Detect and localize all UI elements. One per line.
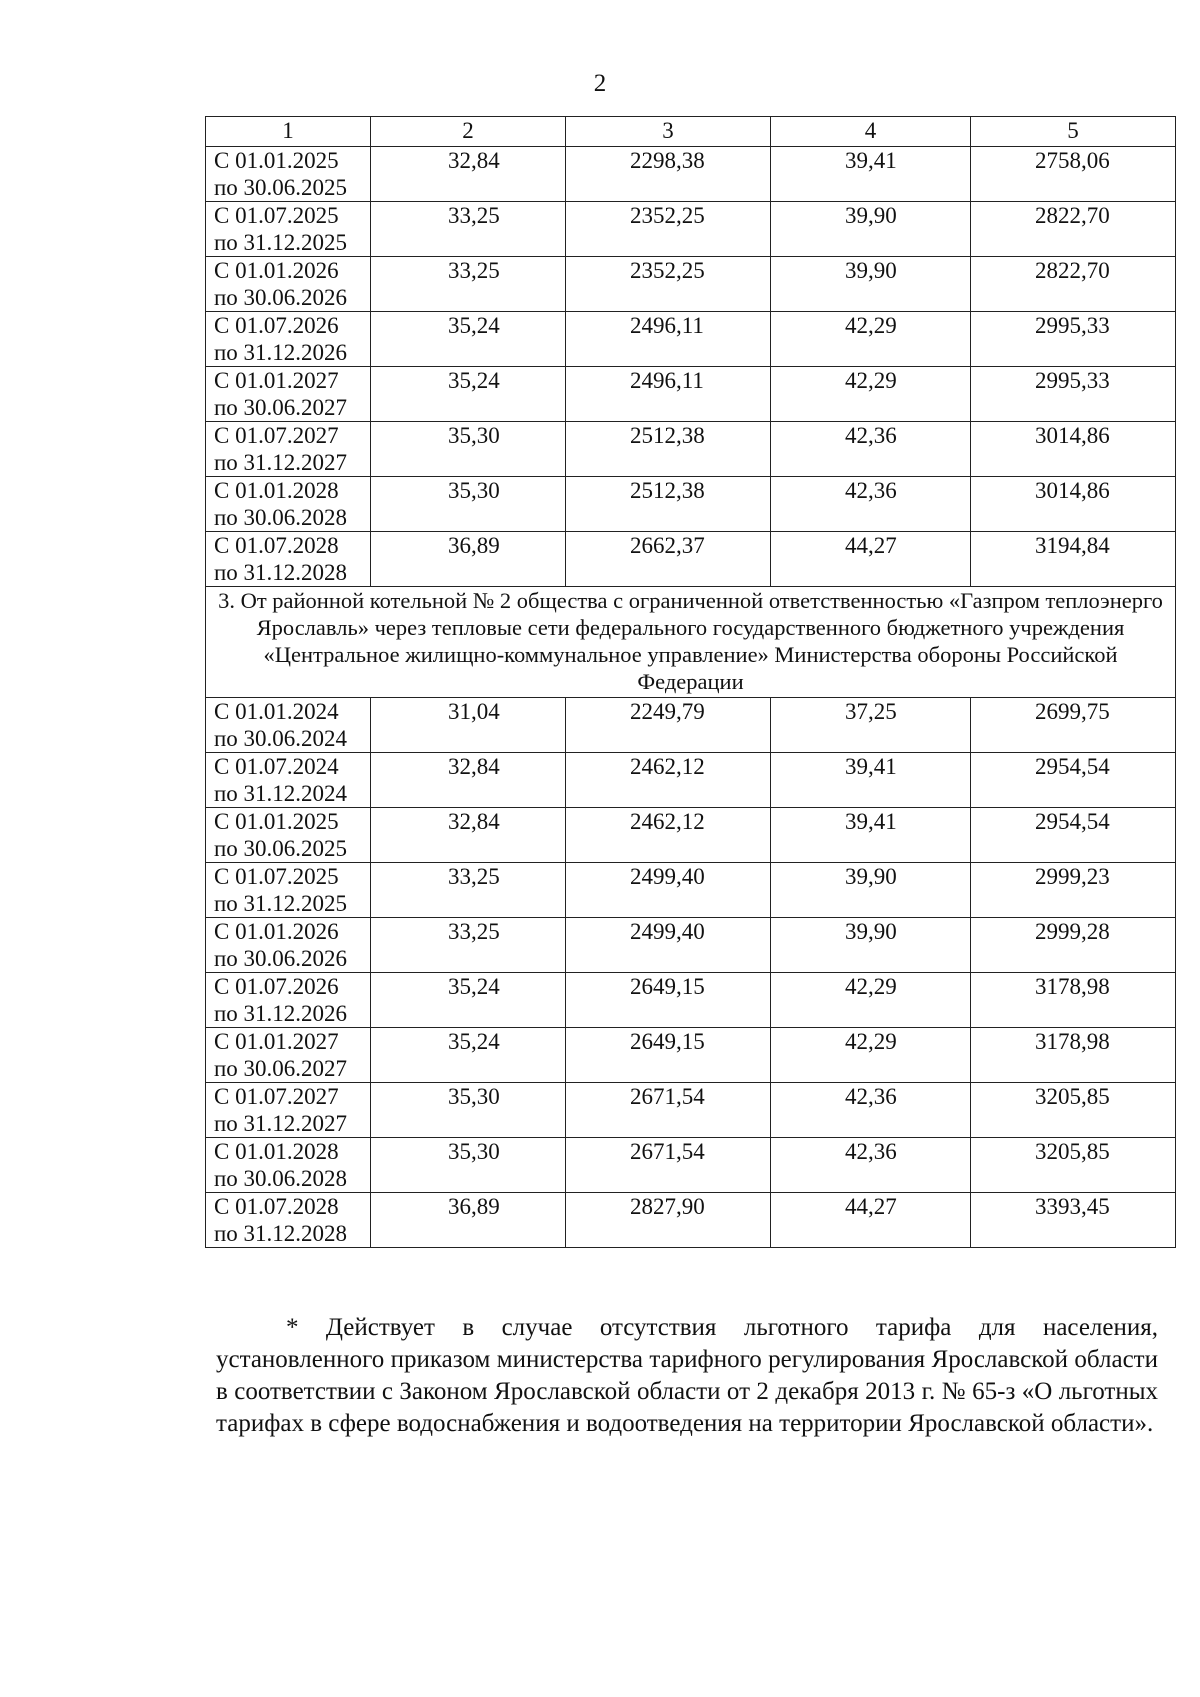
value-cell-c3 [566, 863, 771, 918]
table-row [206, 422, 1176, 477]
footnote: * Действует в случае отсутствия льготного тарифа для населения, установленного приказом министерства тарифного регулирования Ярославской области в соответствии с Законом Ярославской области от 2 декабря 2013 г. № 65-з «О льготных тарифах в сфере водоснабжения и водоотведения на территории Ярославской области». [216, 1314, 1158, 1437]
cell-value: 2954,54 [1035, 809, 1110, 834]
value-cell-c5 [971, 202, 1176, 257]
value-cell-c2 [371, 1138, 566, 1193]
value-cell-c5 [971, 863, 1176, 918]
value-cell-c4 [771, 202, 971, 257]
period-from: С 01.07.2028 [214, 533, 339, 558]
cell-value: 2671,54 [630, 1084, 705, 1109]
period-from: С 01.01.2026 [214, 258, 339, 283]
period-from: С 01.01.2027 [214, 1029, 339, 1054]
value-cell-c3 [566, 1193, 771, 1248]
period-cell [206, 863, 371, 918]
cell-value: 36,89 [448, 533, 500, 558]
value-cell-c2 [371, 477, 566, 532]
cell-value: 2496,11 [630, 368, 704, 393]
value-cell-c3 [566, 973, 771, 1028]
period-from: С 01.01.2027 [214, 368, 339, 393]
period-cell [206, 1028, 371, 1083]
value-cell-c4 [771, 422, 971, 477]
table-row [206, 312, 1176, 367]
cell-value: 2662,37 [630, 533, 705, 558]
value-cell-c4 [771, 863, 971, 918]
period-cell [206, 753, 371, 808]
value-cell-c5 [971, 808, 1176, 863]
cell-value: 39,90 [845, 864, 897, 889]
period-cell [206, 532, 371, 587]
cell-value: 42,36 [845, 478, 897, 503]
value-cell-c3 [566, 367, 771, 422]
value-cell-c5 [971, 532, 1176, 587]
cell-value: 3205,85 [1035, 1139, 1110, 1164]
value-cell-c3 [566, 1138, 771, 1193]
period-from: С 01.07.2027 [214, 423, 339, 448]
period-to: по 31.12.2027 [214, 450, 348, 475]
cell-value: 2649,15 [630, 974, 705, 999]
cell-value: 2649,15 [630, 1029, 705, 1054]
period-cell [206, 918, 371, 973]
value-cell-c4 [771, 1083, 971, 1138]
value-cell-c4 [771, 477, 971, 532]
cell-value: 32,84 [448, 809, 500, 834]
cell-value: 42,36 [845, 1084, 897, 1109]
value-cell-c5 [971, 477, 1176, 532]
cell-value: 2249,79 [630, 699, 705, 724]
value-cell-c5 [971, 1193, 1176, 1248]
period-cell [206, 422, 371, 477]
value-cell-c2 [371, 202, 566, 257]
value-cell-c4 [771, 698, 971, 753]
period-cell [206, 202, 371, 257]
period-from: С 01.01.2028 [214, 1139, 339, 1164]
table-row [206, 1193, 1176, 1248]
section-header-row [206, 587, 1176, 698]
value-cell-c3 [566, 147, 771, 202]
period-cell [206, 973, 371, 1028]
value-cell-c3 [566, 1028, 771, 1083]
cell-value: 33,25 [448, 258, 500, 283]
value-cell-c2 [371, 753, 566, 808]
cell-value: 35,24 [448, 974, 500, 999]
cell-value: 2758,06 [1035, 148, 1110, 173]
value-cell-c3 [566, 918, 771, 973]
period-to: по 30.06.2026 [214, 285, 348, 310]
value-cell-c4 [771, 312, 971, 367]
cell-value: 2462,12 [630, 809, 705, 834]
period-from: С 01.07.2026 [214, 313, 339, 338]
cell-value: 35,30 [448, 1139, 500, 1164]
value-cell-c2 [371, 1083, 566, 1138]
cell-value: 39,41 [845, 754, 897, 779]
value-cell-c5 [971, 257, 1176, 312]
period-to: по 31.12.2028 [214, 1221, 348, 1246]
cell-value: 37,25 [845, 699, 897, 724]
period-from: С 01.07.2024 [214, 754, 339, 779]
value-cell-c4 [771, 753, 971, 808]
value-cell-c4 [771, 367, 971, 422]
value-cell-c5 [971, 1138, 1176, 1193]
column-header: 1 [206, 117, 371, 147]
cell-value: 39,41 [845, 148, 897, 173]
table-row [206, 477, 1176, 532]
value-cell-c4 [771, 257, 971, 312]
cell-value: 2699,75 [1035, 699, 1110, 724]
value-cell-c2 [371, 973, 566, 1028]
value-cell-c3 [566, 532, 771, 587]
period-cell [206, 477, 371, 532]
period-to: по 31.12.2026 [214, 1001, 348, 1026]
period-cell [206, 367, 371, 422]
value-cell-c2 [371, 367, 566, 422]
value-cell-c2 [371, 863, 566, 918]
table-row [206, 147, 1176, 202]
value-cell-c5 [971, 367, 1176, 422]
column-header: 3 [566, 117, 771, 147]
cell-value: 3205,85 [1035, 1084, 1110, 1109]
cell-value: 31,04 [448, 699, 500, 724]
value-cell-c3 [566, 1083, 771, 1138]
value-cell-c3 [566, 202, 771, 257]
period-from: С 01.07.2025 [214, 864, 339, 889]
period-to: по 30.06.2024 [214, 726, 348, 751]
cell-value: 2512,38 [630, 423, 705, 448]
cell-value: 2671,54 [630, 1139, 705, 1164]
value-cell-c4 [771, 973, 971, 1028]
cell-value: 42,29 [845, 1029, 897, 1054]
value-cell-c2 [371, 1193, 566, 1248]
period-from: С 01.01.2026 [214, 919, 339, 944]
cell-value: 35,24 [448, 313, 500, 338]
cell-value: 3393,45 [1035, 1194, 1110, 1219]
cell-value: 42,29 [845, 974, 897, 999]
period-to: по 30.06.2027 [214, 395, 348, 420]
cell-value: 35,24 [448, 1029, 500, 1054]
period-cell [206, 1083, 371, 1138]
table-row [206, 808, 1176, 863]
value-cell-c5 [971, 973, 1176, 1028]
value-cell-c2 [371, 698, 566, 753]
period-cell [206, 698, 371, 753]
cell-value: 44,27 [845, 533, 897, 558]
cell-value: 2999,23 [1035, 864, 1110, 889]
value-cell-c5 [971, 1028, 1176, 1083]
cell-value: 3014,86 [1035, 423, 1110, 448]
value-cell-c2 [371, 312, 566, 367]
cell-value: 32,84 [448, 148, 500, 173]
cell-value: 2995,33 [1035, 313, 1110, 338]
table-row [206, 257, 1176, 312]
value-cell-c5 [971, 312, 1176, 367]
cell-value: 44,27 [845, 1194, 897, 1219]
cell-value: 2462,12 [630, 754, 705, 779]
page-number: 2 [593, 70, 607, 97]
tariff-table [205, 116, 1176, 1248]
value-cell-c2 [371, 1028, 566, 1083]
value-cell-c3 [566, 257, 771, 312]
period-to: по 31.12.2027 [214, 1111, 348, 1136]
period-cell [206, 147, 371, 202]
cell-value: 33,25 [448, 919, 500, 944]
value-cell-c4 [771, 1193, 971, 1248]
period-cell [206, 1193, 371, 1248]
period-from: С 01.07.2027 [214, 1084, 339, 1109]
cell-value: 36,89 [448, 1194, 500, 1219]
period-to: по 30.06.2028 [214, 505, 348, 530]
cell-value: 39,41 [845, 809, 897, 834]
period-to: по 31.12.2024 [214, 781, 348, 806]
period-to: по 31.12.2026 [214, 340, 348, 365]
value-cell-c4 [771, 1138, 971, 1193]
value-cell-c2 [371, 147, 566, 202]
cell-value: 2822,70 [1035, 258, 1110, 283]
value-cell-c4 [771, 147, 971, 202]
cell-value: 39,90 [845, 203, 897, 228]
period-cell [206, 808, 371, 863]
table-row [206, 367, 1176, 422]
cell-value: 33,25 [448, 203, 500, 228]
cell-value: 2954,54 [1035, 754, 1110, 779]
cell-value: 2298,38 [630, 148, 705, 173]
cell-value: 2995,33 [1035, 368, 1110, 393]
value-cell-c5 [971, 1083, 1176, 1138]
cell-value: 2499,40 [630, 864, 705, 889]
table-row [206, 1138, 1176, 1193]
value-cell-c5 [971, 918, 1176, 973]
column-header: 2 [371, 117, 566, 147]
cell-value: 42,36 [845, 1139, 897, 1164]
cell-value: 33,25 [448, 864, 500, 889]
column-header: 5 [971, 117, 1176, 147]
cell-value: 3178,98 [1035, 974, 1110, 999]
period-from: С 01.07.2025 [214, 203, 339, 228]
table-row [206, 202, 1176, 257]
period-cell [206, 312, 371, 367]
cell-value: 39,90 [845, 258, 897, 283]
period-cell [206, 257, 371, 312]
period-from: С 01.01.2024 [214, 699, 339, 724]
cell-value: 2496,11 [630, 313, 704, 338]
cell-value: 2352,25 [630, 203, 705, 228]
period-to: по 30.06.2027 [214, 1056, 348, 1081]
value-cell-c5 [971, 422, 1176, 477]
table-row [206, 918, 1176, 973]
value-cell-c4 [771, 532, 971, 587]
cell-value: 32,84 [448, 754, 500, 779]
cell-value: 2499,40 [630, 919, 705, 944]
period-from: С 01.07.2026 [214, 974, 339, 999]
cell-value: 3194,84 [1035, 533, 1110, 558]
period-to: по 31.12.2025 [214, 891, 348, 916]
table-row [206, 973, 1176, 1028]
table-row [206, 753, 1176, 808]
value-cell-c3 [566, 698, 771, 753]
period-to: по 30.06.2025 [214, 175, 348, 200]
value-cell-c2 [371, 532, 566, 587]
cell-value: 35,24 [448, 368, 500, 393]
cell-value: 35,30 [448, 1084, 500, 1109]
value-cell-c3 [566, 312, 771, 367]
period-to: по 31.12.2028 [214, 560, 348, 585]
cell-value: 39,90 [845, 919, 897, 944]
value-cell-c2 [371, 918, 566, 973]
cell-value: 2822,70 [1035, 203, 1110, 228]
cell-value: 42,36 [845, 423, 897, 448]
period-cell [206, 1138, 371, 1193]
value-cell-c2 [371, 422, 566, 477]
table-row [206, 1028, 1176, 1083]
cell-value: 2999,28 [1035, 919, 1110, 944]
period-to: по 31.12.2025 [214, 230, 348, 255]
value-cell-c3 [566, 477, 771, 532]
value-cell-c3 [566, 753, 771, 808]
period-from: С 01.01.2025 [214, 809, 339, 834]
value-cell-c2 [371, 257, 566, 312]
period-to: по 30.06.2026 [214, 946, 348, 971]
table-row [206, 1083, 1176, 1138]
section-title: 3. От районной котельной № 2 общества с ограниченной ответственностью «Газпром теплоэнерго Ярославль» через тепловые сети федерального государственного бюджетного учреждения «Центральное жилищно-коммунальное управление» Министерства обороны Российской Федерации [206, 587, 1176, 698]
value-cell-c5 [971, 753, 1176, 808]
period-from: С 01.01.2025 [214, 148, 339, 173]
table-row [206, 698, 1176, 753]
value-cell-c3 [566, 422, 771, 477]
cell-value: 3178,98 [1035, 1029, 1110, 1054]
table-header-row [206, 117, 1176, 147]
period-from: С 01.01.2028 [214, 478, 339, 503]
cell-value: 3014,86 [1035, 478, 1110, 503]
period-to: по 30.06.2025 [214, 836, 348, 861]
table-row [206, 532, 1176, 587]
period-to: по 30.06.2028 [214, 1166, 348, 1191]
cell-value: 2512,38 [630, 478, 705, 503]
value-cell-c5 [971, 147, 1176, 202]
value-cell-c2 [371, 808, 566, 863]
value-cell-c5 [971, 698, 1176, 753]
value-cell-c3 [566, 808, 771, 863]
cell-value: 2352,25 [630, 258, 705, 283]
cell-value: 35,30 [448, 423, 500, 448]
value-cell-c4 [771, 1028, 971, 1083]
cell-value: 2827,90 [630, 1194, 705, 1219]
cell-value: 35,30 [448, 478, 500, 503]
period-from: С 01.07.2028 [214, 1194, 339, 1219]
cell-value: 42,29 [845, 368, 897, 393]
column-header: 4 [771, 117, 971, 147]
cell-value: 42,29 [845, 313, 897, 338]
table-row [206, 863, 1176, 918]
value-cell-c4 [771, 808, 971, 863]
value-cell-c4 [771, 918, 971, 973]
